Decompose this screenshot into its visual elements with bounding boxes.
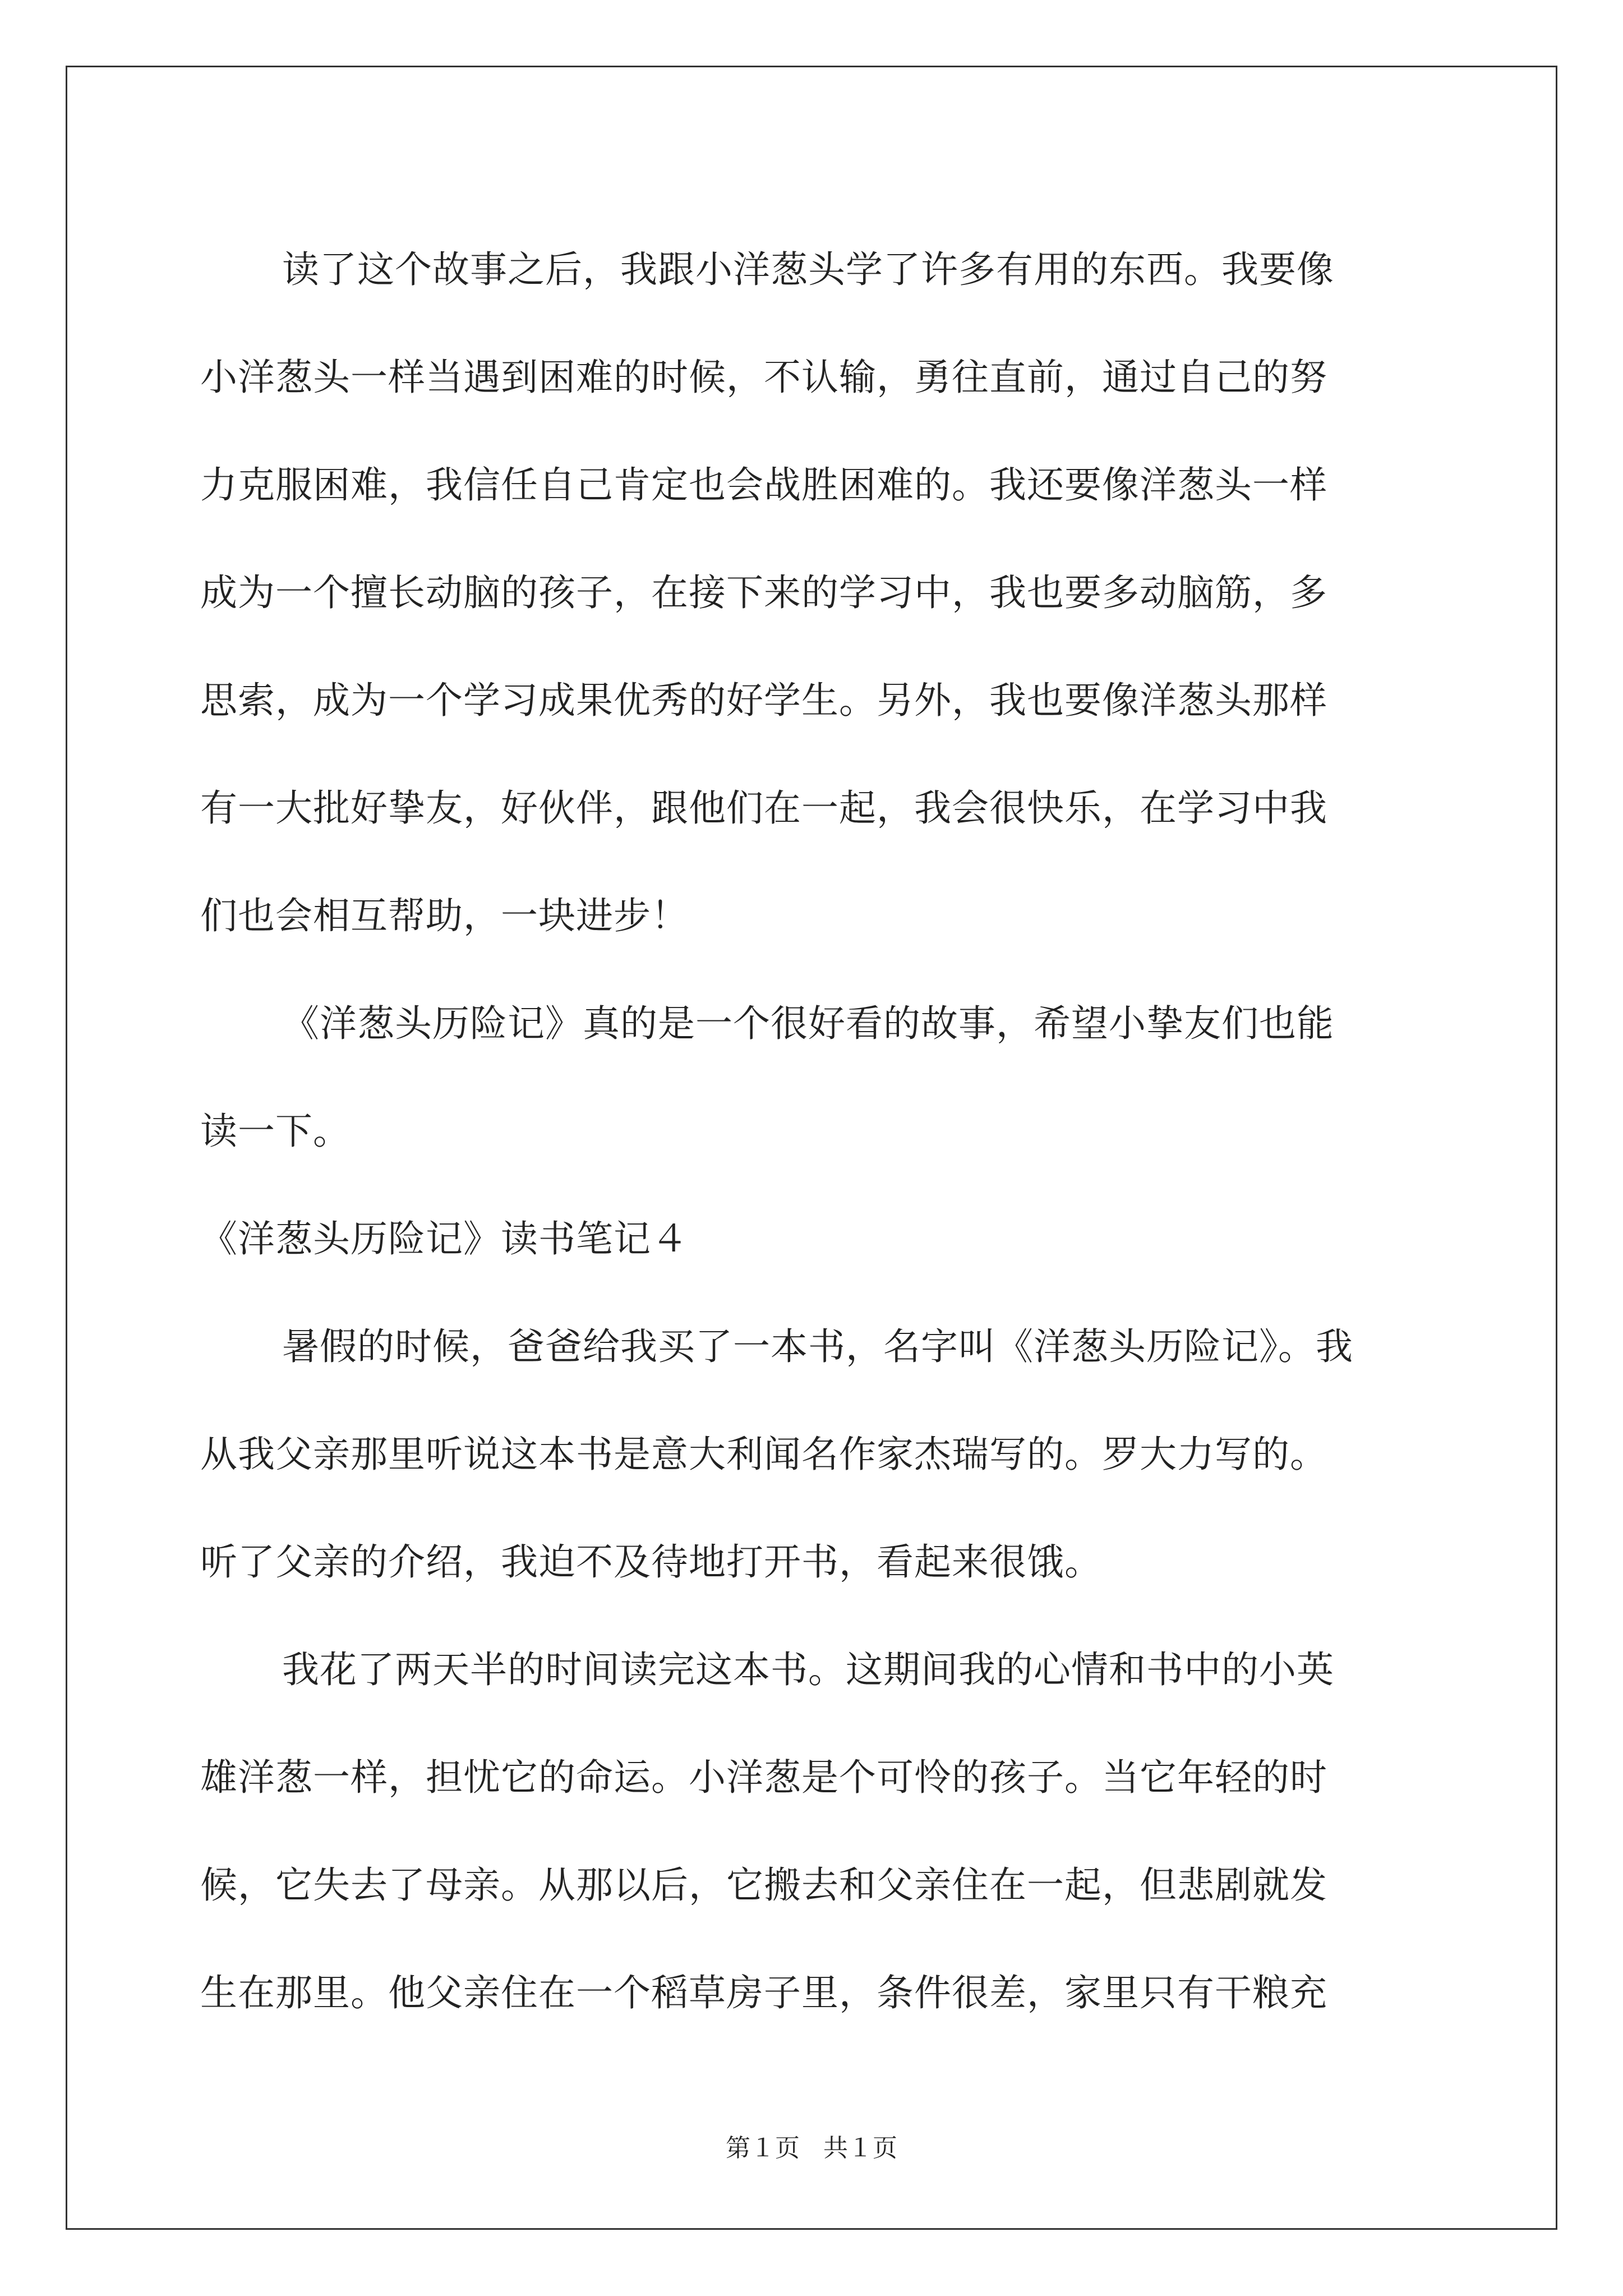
paragraph-line: 读一下。 bbox=[200, 1110, 351, 1153]
paragraph-line: 有一大批好挚友，好伙伴，跟他们在一起，我会很快乐，在学习中我 bbox=[200, 786, 1327, 830]
paragraph-line: 读了这个故事之后，我跟小洋葱头学了许多有用的东西。我要像 bbox=[282, 248, 1334, 291]
paragraph-line: 生在那里。他父亲住在一个稻草房子里，条件很差，家里只有干粮充 bbox=[200, 1971, 1327, 2014]
paragraph-line: 思索，成为一个学习成果优秀的好学生。另外，我也要像洋葱头那样 bbox=[200, 679, 1327, 722]
paragraph-line: 从我父亲那里听说这本书是意大利闻名作家杰瑞写的。罗大力写的。 bbox=[200, 1433, 1327, 1476]
paragraph-line: 雄洋葱一样，担忧它的命运。小洋葱是个可怜的孩子。当它年轻的时 bbox=[200, 1756, 1327, 1799]
paragraph-line: 我花了两天半的时间读完这本书。这期间我的心情和书中的小英 bbox=[282, 1648, 1334, 1691]
paragraph-line: 《洋葱头历险记》真的是一个很好看的故事，希望小挚友们也能 bbox=[282, 1002, 1334, 1045]
paragraph-line: 成为一个擅长动脑的孩子，在接下来的学习中，我也要多动脑筋，多 bbox=[200, 571, 1327, 614]
document-body bbox=[200, 216, 1428, 2047]
paragraph-line: 小洋葱头一样当遇到困难的时候，不认输，勇往直前，通过自己的努 bbox=[200, 356, 1327, 399]
page-number-total: 共１页 bbox=[823, 2134, 897, 2162]
page-number-current: 第１页 bbox=[726, 2134, 800, 2162]
section-heading: 《洋葱头历险记》读书笔记４ bbox=[200, 1217, 689, 1260]
paragraph-line: 暑假的时候，爸爸给我买了一本书，名字叫《洋葱头历险记》。我 bbox=[282, 1325, 1353, 1368]
page-footer bbox=[0, 2132, 1623, 2165]
paragraph-line: 力克服困难，我信任自己肯定也会战胜困难的。我还要像洋葱头一样 bbox=[200, 463, 1327, 507]
paragraph-line: 候，它失去了母亲。从那以后，它搬去和父亲住在一起，但悲剧就发 bbox=[200, 1864, 1327, 1907]
paragraph-line: 听了父亲的介绍，我迫不及待地打开书，看起来很饿。 bbox=[200, 1540, 1102, 1584]
paragraph-line: 们也会相互帮助，一块进步！ bbox=[200, 894, 689, 937]
